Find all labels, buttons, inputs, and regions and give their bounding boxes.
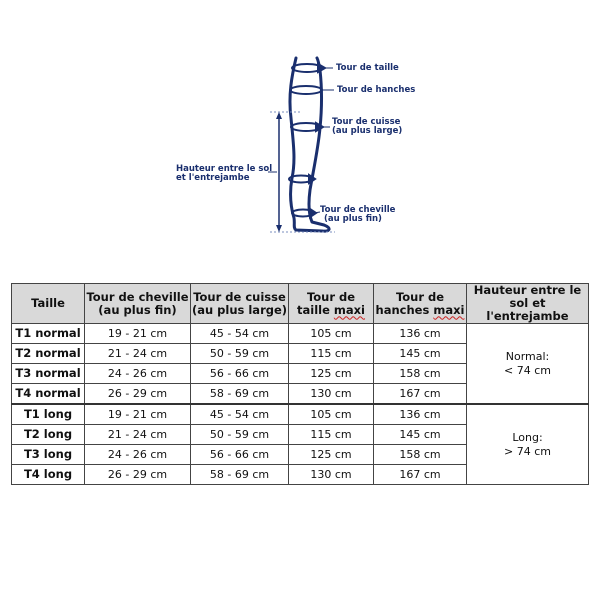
height-arrow-head-bottom (276, 225, 282, 232)
header-taille: Taille (12, 284, 85, 324)
header-hauteur (467, 284, 589, 324)
thigh-label (332, 118, 402, 136)
cell-hanches: 136 cm (374, 324, 467, 344)
cell-hanches: 167 cm (374, 384, 467, 405)
header-tour-taille-line2 (289, 304, 373, 317)
cell-taille: T2 normal (12, 344, 85, 364)
thigh-label-line1: Tour de cuisse (332, 117, 401, 127)
header-cheville (85, 284, 191, 324)
header-tour-taille-maxi: maxi (333, 302, 365, 317)
hips-label: Tour de hanches (337, 85, 416, 95)
cell-taille: T4 normal (12, 384, 85, 405)
group-normal-line2: < 74 cm (504, 363, 551, 377)
ankle-label-line2: (au plus fin) (324, 214, 382, 224)
header-cheville-line1: Tour de cheville (86, 289, 189, 304)
group-long-line1: Long: (512, 430, 543, 444)
header-hanches-line1: Tour de (395, 289, 445, 304)
table-row (12, 324, 589, 344)
cell-cuisse: 56 - 66 cm (191, 364, 289, 384)
ankle-ring (292, 209, 320, 217)
cell-cuisse: 56 - 66 cm (191, 445, 289, 465)
thigh-ring (291, 123, 330, 131)
cell-taille: T1 normal (12, 324, 85, 344)
cell-hanches: 145 cm (374, 344, 467, 364)
header-hanches (374, 284, 467, 324)
cell-hauteur-long (467, 404, 589, 485)
cell-cheville: 19 - 21 cm (85, 324, 191, 344)
cell-hanches: 158 cm (374, 364, 467, 384)
ankle-label (320, 206, 395, 224)
header-hanches-line2 (374, 304, 466, 317)
height-label-line2: et l'entrejambe (176, 173, 250, 183)
group-long-line2: > 74 cm (504, 444, 551, 458)
cell-tour-taille: 105 cm (289, 324, 374, 344)
header-hauteur-line2: sol et l'entrejambe (486, 296, 569, 323)
waist-label: Tour de taille (336, 63, 399, 73)
cell-cheville: 24 - 26 cm (85, 364, 191, 384)
header-tour-taille (289, 284, 374, 324)
cell-cheville: 21 - 24 cm (85, 425, 191, 445)
cell-cuisse: 50 - 59 cm (191, 425, 289, 445)
cell-cheville: 19 - 21 cm (85, 404, 191, 425)
cell-tour-taille: 115 cm (289, 425, 374, 445)
cell-cuisse: 58 - 69 cm (191, 465, 289, 485)
leg-measurement-diagram (0, 0, 600, 250)
header-hauteur-line1: Hauteur entre le (473, 283, 582, 297)
header-hanches-word: hanches (375, 302, 434, 317)
ankle-label-line1: Tour de cheville (320, 205, 396, 215)
cell-tour-taille: 130 cm (289, 465, 374, 485)
cell-tour-taille: 130 cm (289, 384, 374, 405)
cell-cheville: 26 - 29 cm (85, 384, 191, 405)
cell-cuisse: 50 - 59 cm (191, 344, 289, 364)
header-cuisse (191, 284, 289, 324)
cell-cheville: 21 - 24 cm (85, 344, 191, 364)
cell-taille: T3 normal (12, 364, 85, 384)
cell-hanches: 145 cm (374, 425, 467, 445)
cell-hanches: 158 cm (374, 445, 467, 465)
cell-cheville: 26 - 29 cm (85, 465, 191, 485)
cell-hauteur-normal (467, 324, 589, 405)
cell-tour-taille: 125 cm (289, 364, 374, 384)
header-hanches-maxi: maxi (433, 302, 465, 317)
size-table (11, 283, 589, 485)
header-cuisse-line2: (au plus large) (191, 302, 288, 317)
hips-ring (290, 86, 334, 94)
group-normal-line1: Normal: (505, 349, 550, 363)
cell-tour-taille: 125 cm (289, 445, 374, 465)
cell-tour-taille: 105 cm (289, 404, 374, 425)
cell-cuisse: 58 - 69 cm (191, 384, 289, 405)
cell-tour-taille: 115 cm (289, 344, 374, 364)
thigh-label-line2: (au plus large) (332, 126, 403, 136)
cell-hanches: 136 cm (374, 404, 467, 425)
height-label (176, 165, 272, 183)
height-arrow-head-top (276, 112, 282, 119)
cell-taille: T4 long (12, 465, 85, 485)
header-cuisse-line1: Tour de cuisse (193, 289, 286, 304)
cell-cuisse: 45 - 54 cm (191, 404, 289, 425)
header-tour-taille-line1: Tour de (306, 289, 356, 304)
cell-hanches: 167 cm (374, 465, 467, 485)
height-label-line1: Hauteur entre le sol (176, 164, 273, 174)
leg-illustration (0, 0, 600, 250)
cell-cheville: 24 - 26 cm (85, 445, 191, 465)
header-cheville-line2: (au plus fin) (98, 302, 177, 317)
cell-taille: T2 long (12, 425, 85, 445)
table-header-row (12, 284, 589, 324)
header-tour-taille-word: taille (297, 302, 334, 317)
cell-taille: T3 long (12, 445, 85, 465)
waist-ring (292, 64, 333, 72)
cell-taille: T1 long (12, 404, 85, 425)
table-row (12, 404, 589, 425)
cell-cuisse: 45 - 54 cm (191, 324, 289, 344)
